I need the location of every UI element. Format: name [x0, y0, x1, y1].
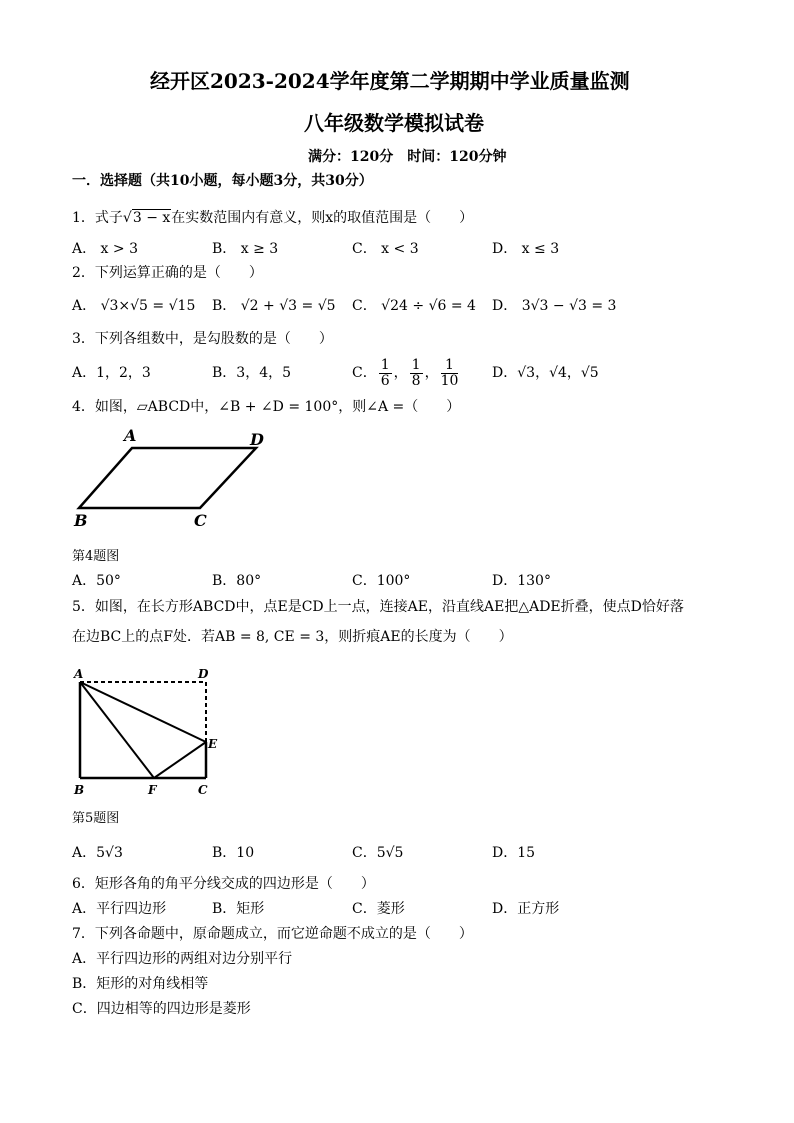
q3-d-label: D． [492, 365, 518, 381]
segment-FE [154, 742, 206, 778]
q3-c-label: C． [352, 365, 377, 381]
q5-option-c: C．5√5 [352, 845, 404, 861]
q1-option-b: B． x ≥ 3 [212, 241, 279, 257]
q2-b-t4: = [301, 298, 314, 314]
q5-option-d: D．15 [492, 845, 536, 861]
q5-option-a: A．5√3 [72, 845, 123, 861]
q2-a-t5: √15 [168, 298, 196, 314]
q2-option-d [492, 297, 616, 315]
q2-d-label: D． [492, 298, 518, 314]
q3-frac-2-num: 1 [411, 356, 421, 373]
q2-a-label: A． [72, 298, 97, 314]
parallelogram-shape [79, 448, 256, 508]
q3-frac-1-den: 6 [380, 372, 390, 389]
q3-frac-2-den: 8 [411, 372, 421, 389]
q2-stem: 2．下列运算正确的是（ ） [72, 265, 263, 281]
label-B: B [74, 783, 85, 797]
q7-option-a: A．平行四边形的两组对边分别平行 [72, 951, 293, 967]
q5-line-2: 在边BC上的点F处．若AB = 8, CE = 3，则折痕AE的长度为（ ） [72, 629, 513, 645]
label-C: C [194, 511, 207, 530]
q1-radical: √3 − x [122, 210, 171, 226]
q3-d-v3: √5 [580, 365, 599, 381]
exam-meta: 满分：120分 时间：120分钟 [308, 149, 507, 165]
section-heading: 一．选择题（共10小题，每小题3分，共30分） [72, 173, 373, 189]
q4-option-b: B．80° [212, 573, 262, 589]
q5-caption: 第5题图 [72, 811, 120, 826]
q2-a-t3: √5 [130, 298, 148, 314]
q2-b-label: B． [212, 298, 237, 314]
q1-option-c: C． x < 3 [352, 241, 419, 257]
label-A: A [124, 426, 137, 445]
fold-line-AE [80, 682, 206, 742]
q7-option-c: C．四边相等的四边形是菱形 [72, 1001, 251, 1017]
q3-option-a: A．1，2，3 [72, 365, 151, 381]
q1-stem-pre: 1．式子 [72, 210, 123, 226]
q2-option-a [72, 297, 195, 315]
q3-frac-3 [441, 358, 459, 389]
q1-option-d: D． x ≤ 3 [492, 241, 560, 257]
q3-option-c: C． $\frac{1}{6}$ ， $\frac{1}{8}$ ， $\frac{1}{10}$ [352, 356, 459, 389]
q2-b-t3: √3 [279, 298, 298, 314]
q5-line-1: 5．如图，在长方形ABCD中，点E是CD上一点，连接AE，沿直线AE把△ADE折叠，使点D恰好落 [72, 599, 684, 615]
q3-d-v1: √3 [517, 365, 536, 381]
q2-b-t5: √5 [317, 298, 336, 314]
q2-c-t1: √24 [381, 298, 408, 314]
label-D: D [198, 667, 209, 681]
label-A: A [74, 667, 84, 681]
q2-a-t1: √3 [100, 298, 119, 314]
q2-option-c [352, 297, 476, 315]
q7-stem: 7．下列各命题中，原命题成立，而它逆命题不成立的是（ ） [72, 926, 473, 942]
q3-frac-1 [379, 358, 392, 389]
q2-c-label: C． [352, 298, 377, 314]
q6-option-d: D．正方形 [492, 901, 560, 917]
q4-parallelogram-figure [72, 426, 282, 534]
q7-option-b: B．矩形的对角线相等 [72, 976, 209, 992]
q4-caption: 第4题图 [72, 549, 120, 564]
q2-d-t1: 3√3 [521, 298, 549, 314]
segment-AF [80, 682, 154, 778]
label-B: B [74, 511, 88, 530]
label-C: C [198, 783, 208, 797]
q2-b-t2: + [263, 298, 275, 314]
q2-c-t4: = [450, 298, 463, 314]
q5-option-b: B．10 [212, 845, 255, 861]
q2-a-t2: × [118, 298, 131, 314]
q3-option-b: B．3，4，5 [212, 365, 292, 381]
q3-frac-1-num: 1 [380, 356, 390, 373]
q6-option-b: B．矩形 [212, 901, 265, 917]
q2-d-t4: = [591, 298, 604, 314]
q4-option-d: D．130° [492, 573, 551, 589]
q2-d-t2: − [552, 298, 565, 314]
q2-c-t5: 4 [467, 298, 476, 314]
q6-option-a: A．平行四边形 [72, 901, 167, 917]
label-D: D [250, 430, 264, 449]
q3-frac-3-num: 1 [441, 358, 459, 374]
q3-option-d: D．√3，√4，√5 [492, 365, 599, 381]
q3-frac-3-den: 10 [440, 372, 459, 389]
q2-d-t5: 3 [607, 298, 617, 314]
q2-a-t4: = [152, 298, 165, 314]
q2-c-t2: ÷ [412, 298, 425, 314]
q6-option-c: C．菱形 [352, 901, 405, 917]
question-1 [72, 209, 473, 227]
q3-d-v2: √4 [549, 365, 567, 381]
q4-stem: 4．如图，▱ABCD中，∠B + ∠D = 100°，则∠A =（ ） [72, 399, 461, 415]
q4-option-c: C．100° [352, 573, 411, 589]
q2-c-t3: √6 [428, 298, 447, 314]
q3-frac-2 [410, 358, 423, 389]
q2-d-t3: √3 [569, 298, 587, 314]
exam-subtitle: 八年级数学模拟试卷 [304, 111, 484, 135]
q2-b-t1: √2 [240, 298, 259, 314]
q4-option-a: A．50° [72, 573, 121, 589]
q2-option-b [212, 297, 336, 315]
label-E: E [208, 737, 218, 751]
exam-title: 经开区2023-2024学年度第二学期期中学业质量监测 [150, 69, 630, 93]
q6-stem: 6．矩形各角的角平分线交成的四边形是（ ） [72, 876, 375, 892]
q3-stem: 3．下列各组数中，是勾股数的是（ ） [72, 331, 333, 347]
q1-option-a: A． x > 3 [72, 241, 138, 257]
q1-radicand: 3 − x [132, 210, 171, 226]
q1-stem-post: 在实数范围内有意义，则x的取值范围是（ ） [171, 210, 474, 226]
q5-rectangle-figure [70, 664, 230, 800]
label-F: F [148, 783, 157, 797]
